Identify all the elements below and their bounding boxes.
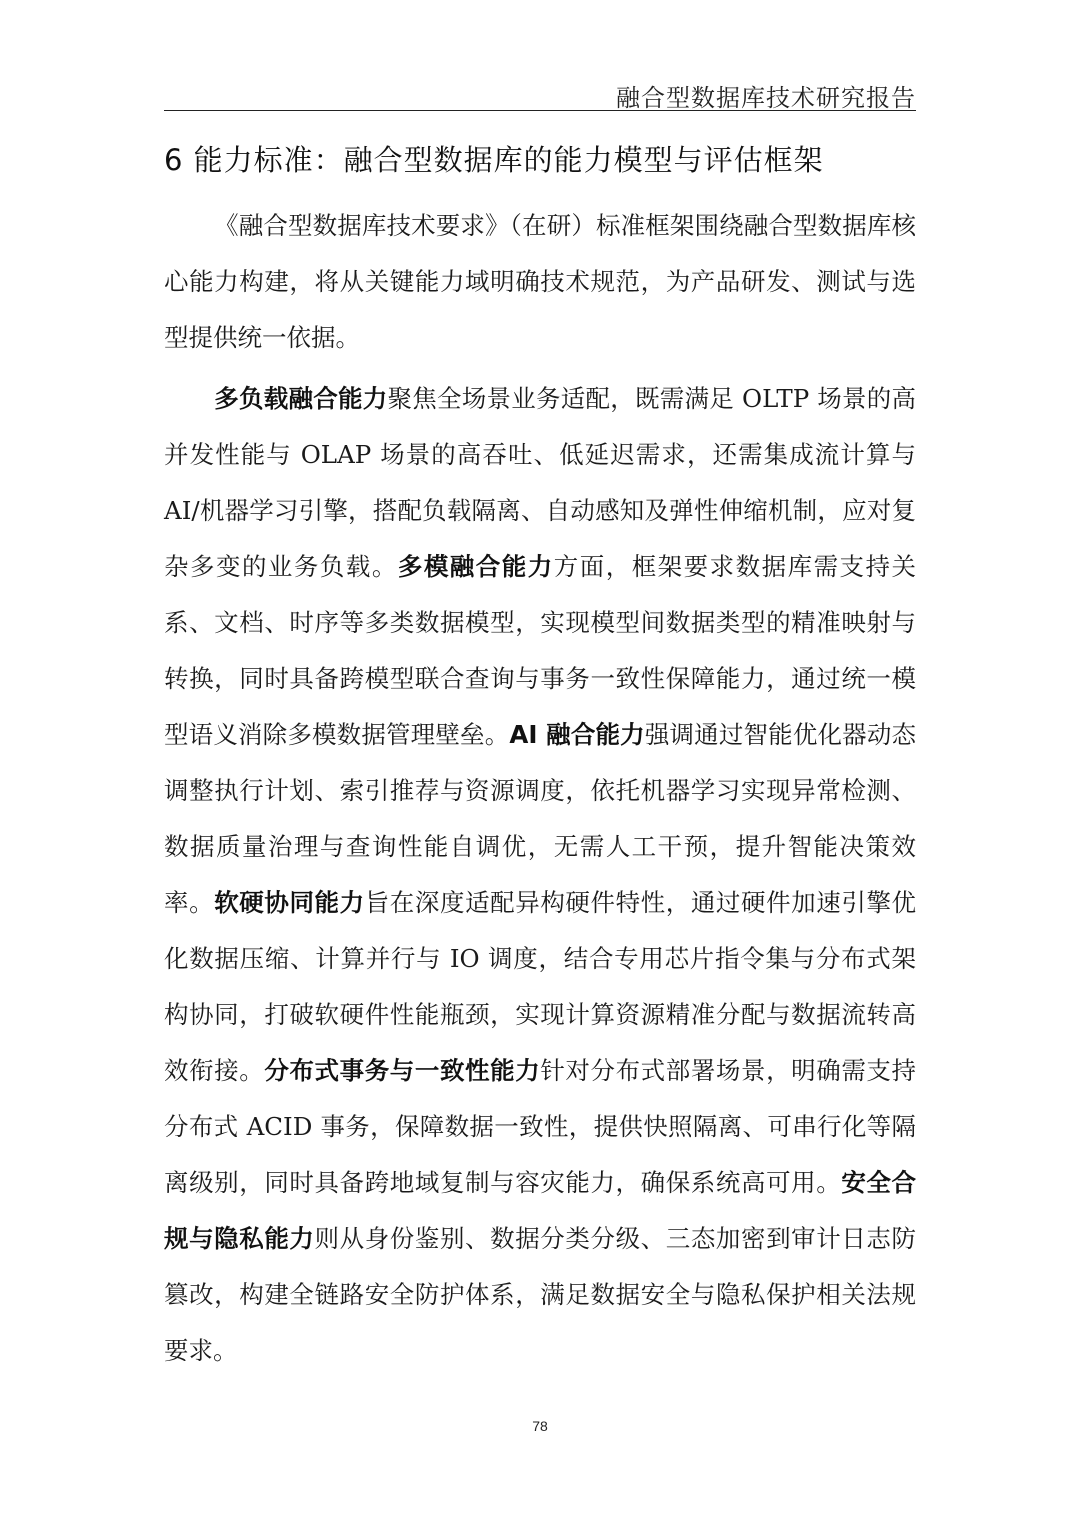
- term-hw-sw-synergy: 软硬协同能力: [214, 888, 365, 917]
- text-multi-workload: 聚焦全场景业务适配，既需满足 OLTP 场景的高并发性能与 OLAP 场景的高吞吐、低延迟需求，还需集成流计算与 AI/机器学习引擎，搭配负载隔离、自动感知及弹性伸缩机制，应对复杂多变的业务负载。: [164, 384, 916, 581]
- text-distributed-transaction: 针对分布式部署场景，明确需支持分布式 ACID 事务，保障数据一致性，提供快照隔离、可串行化等隔离级别，同时具备跨地域复制与容灾能力，确保系统高可用。: [164, 1056, 917, 1197]
- running-header-title: 融合型数据库技术研究报告: [616, 84, 916, 112]
- header-divider: [164, 110, 916, 111]
- term-multi-model: 多模融合能力: [397, 552, 554, 581]
- capabilities-paragraph: [164, 371, 916, 1379]
- text-multi-model: 方面，框架要求数据库需支持关系、文档、时序等多类数据模型，实现模型间数据类型的精准映射与转换，同时具备跨模型联合查询与事务一致性保障能力，通过统一模型语义消除多模数据管理壁垒。: [164, 552, 917, 749]
- term-security-privacy: 安全合规与隐私能力: [164, 1168, 917, 1253]
- intro-paragraph: [164, 198, 916, 366]
- term-multi-workload: 多负载融合能力: [214, 384, 388, 413]
- text-security-privacy: 则从身份鉴别、数据分类分级、三态加密到审计日志防篡改，构建全链路安全防护体系，满足数据安全与隐私保护相关法规要求。: [164, 1224, 917, 1365]
- text-ai-fusion: 强调通过智能优化器动态调整执行计划、索引推荐与资源调度，依托机器学习实现异常检测、数据质量治理与查询性能自调优，无需人工干预，提升智能决策效率。: [164, 720, 917, 917]
- term-distributed-transaction: 分布式事务与一致性能力: [264, 1056, 541, 1085]
- intro-paragraph-text: 《融合型数据库技术要求》（在研）标准框架围绕融合型数据库核心能力构建，将从关键能力域明确技术规范，为产品研发、测试与选型提供统一依据。: [164, 211, 916, 352]
- term-ai-fusion: AI 融合能力: [509, 720, 645, 749]
- section-heading: 6 能力标准：融合型数据库的能力模型与评估框架: [164, 143, 824, 177]
- text-hw-sw-synergy: 旨在深度适配异构硬件特性，通过硬件加速引擎优化数据压缩、计算并行与 IO 调度，结合专用芯片指令集与分布式架构协同，打破软硬件性能瓶颈，实现计算资源精准分配与数据流转高效衔接。: [164, 888, 917, 1085]
- page-number: 78: [532, 1418, 548, 1434]
